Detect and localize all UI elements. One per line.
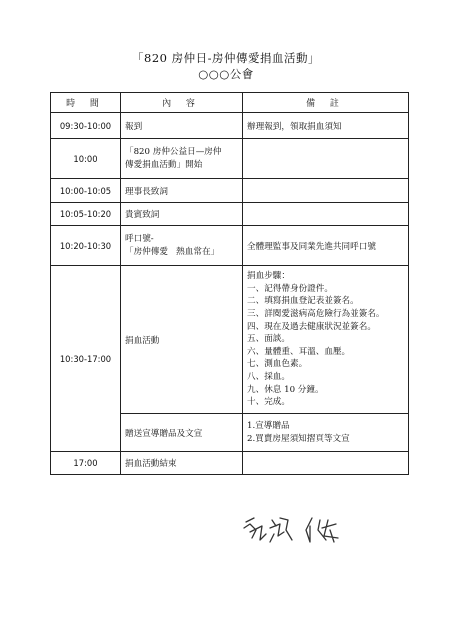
note-line: 四、現在及過去健康狀況並簽名。 [247,321,376,332]
note-line: 二、填寫捐血登記表並簽名。 [247,296,359,307]
document-title: 「820 房仲日-房仲傳愛捐血活動」 [132,51,320,65]
note-line: 九、休息 10 分鐘。 [247,384,324,395]
note-line: 一、記得帶身份證件。 [247,283,333,294]
content-line: 呼口號- [125,233,154,244]
row-note [243,179,409,203]
column-header-note: 備 註 [243,93,409,113]
table-row [51,226,409,266]
table-row [51,113,409,139]
row-content [121,414,243,452]
note-line: 1.宣導贈品 [247,420,290,431]
row-content [121,113,243,139]
content-line: 「820 房仲公益日—房仲 [125,146,222,157]
table-row [51,266,409,414]
content-line: 理事長致詞 [125,186,168,197]
row-time: 09:30-10:00 [51,113,121,139]
row-note [243,113,409,139]
row-note [243,452,409,475]
row-time: 10:00 [51,139,121,179]
schedule-table [50,92,409,475]
column-header-content: 內 容 [121,93,243,113]
row-time: 10:05-10:20 [51,203,121,226]
row-content [121,266,243,414]
row-content [121,203,243,226]
note-line: 七、測血色素。 [247,359,308,370]
note-line: 全體理監事及同業先進共同呼口號 [247,241,376,252]
table-row [51,179,409,203]
row-time: 10:30-17:00 [51,266,121,452]
row-note [243,414,409,452]
row-note [243,139,409,179]
content-line: 傳愛捐血活動」開始 [125,159,203,170]
content-line: 捐血活動結束 [125,459,177,469]
row-time: 10:00-10:05 [51,179,121,203]
content-line: 贈送宣導贈品及文宣 [125,428,203,439]
row-note [243,203,409,226]
row-note [243,226,409,266]
table-row [51,139,409,179]
content-line: 「房仲傳愛 熱血常在」 [125,246,220,257]
note-line: 五、面談。 [247,334,290,345]
note-line: 十、完成。 [247,397,290,408]
content-line: 貴賓致詞 [125,210,160,220]
content-line: 報到 [125,121,143,132]
table-header-row [51,93,409,113]
row-content [121,452,243,475]
row-note [243,266,409,414]
table-row [51,203,409,226]
row-content [121,179,243,203]
organizer-name: ○○○公會 [198,67,254,81]
table-row [51,452,409,475]
column-header-time: 時 間 [51,93,121,113]
note-line: 2.買賣房屋須知摺頁等文宣 [247,433,350,444]
note-line: 辦理報到，領取捐血須知 [247,121,342,132]
note-line: 六、量體重、耳溫、血壓。 [247,346,351,357]
handwritten-signature [240,512,360,546]
note-line: 三、詳閱愛滋病高危險行為並簽名。 [247,309,385,320]
row-content [121,226,243,266]
row-time: 10:20-10:30 [51,226,121,266]
row-time: 17:00 [51,452,121,475]
note-line: 八、採血。 [247,371,290,382]
content-line: 捐血活動 [125,335,160,346]
note-line: 捐血步驟： [247,271,290,282]
row-content [121,139,243,179]
